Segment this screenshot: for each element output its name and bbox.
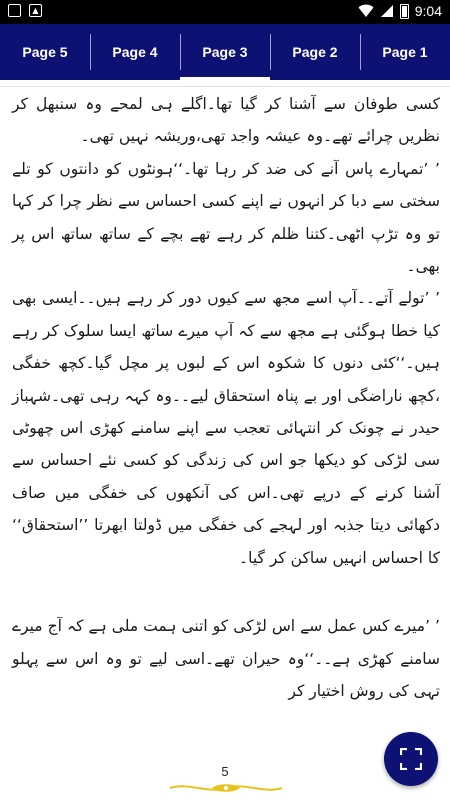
status-bar xyxy=(0,0,450,24)
tab-page-1[interactable] xyxy=(360,24,450,80)
urdu-page-text xyxy=(12,88,440,707)
fullscreen-button[interactable] xyxy=(384,732,438,786)
tab-label: Page 4 xyxy=(112,44,158,60)
fullscreen-icon xyxy=(400,748,422,770)
tab-divider xyxy=(90,34,91,70)
a-notification-icon: ▲ xyxy=(29,4,42,17)
tab-label: Page 3 xyxy=(202,44,248,60)
paragraph: ’ ’میرے کس عمل سے اس لڑکی کو اتنی ہمت ملی ہے کہ آج میرے سامنے کھڑی ہے۔۔‘‘وہ حیران تھے۔اسی لیے تو وہ اس سے پہلو تہی کی روش اختیار کر xyxy=(12,617,440,700)
signal-icon xyxy=(380,4,394,18)
notification-icons xyxy=(8,4,42,17)
status-time: 9:04 xyxy=(414,3,442,19)
tab-page-5[interactable] xyxy=(0,24,90,80)
tab-divider xyxy=(270,34,271,70)
paragraph: کسی طوفان سے آشنا کر گیا تھا۔اگلے ہی لمحے وہ سنبھل کر نظریں چرائے تھے۔وہ عیشہ واجد تھی،وریشہ نہیں تھی۔ xyxy=(12,95,440,146)
tab-page-3[interactable] xyxy=(180,24,270,80)
tab-divider xyxy=(180,34,181,70)
square-notification-icon xyxy=(8,4,21,17)
status-icons xyxy=(358,3,442,19)
tab-label: Page 5 xyxy=(22,44,68,60)
page-top-border xyxy=(0,86,450,87)
tab-label: Page 1 xyxy=(382,44,428,60)
paragraph: ’ ’تمہارے پاس آنے کی ضد کر رہا تھا۔‘‘ہونٹوں کو دانتوں کو تلے سختی سے دبا کر انہوں نے اپنے کسی احساس سے نظر چرا کر کہا تو وہ تڑپ اٹھی۔کتنا ظلم کر رہے تھے بچے کے ساتھ ساتھ اس پر بھی۔ xyxy=(12,159,440,276)
tab-label: Page 2 xyxy=(292,44,338,60)
wifi-icon xyxy=(358,4,374,18)
tab-divider xyxy=(360,34,361,70)
paragraph: ’ ’تولے آتے۔۔آپ اسے مجھ سے کیوں دور کر رہے ہیں۔۔ایسی بھی کیا خطا ہوگئی ہے مجھ سے کہ آپ میرے ساتھ ایسا سلوک کر رہے ہیں۔‘‘کئی دنوں کا شکوہ اس کے لبوں پر مچل گیا۔کچھ خفگی ،کچھ ناراضگی اور بے پناہ استحقاق لیے۔۔وہ کہہ رہی تھی۔شہباز حیدر نے چونک کر انتہائی تعجب سے اپنے سامنے کھڑی اس چھوٹی سی لڑکی کو دیکھا جو اس کی زندگی کو کسی نئے احساس سے آشنا کرنے کے درپے تھی۔اس کی آنکھوں کی خفگی میں صاف دکھائی دیتا جذبہ اور لہجے کی خفگی میں ڈولتا ابھرتا ’’استحقاق‘‘ کا احساس انہیں ساکن کر گیا۔ xyxy=(12,289,440,567)
tab-page-4[interactable] xyxy=(90,24,180,80)
page-number: 5 xyxy=(221,764,229,779)
page-tab-bar xyxy=(0,24,450,80)
battery-icon xyxy=(400,4,409,19)
tab-page-2[interactable] xyxy=(270,24,360,80)
ornament-divider-icon xyxy=(168,780,284,796)
